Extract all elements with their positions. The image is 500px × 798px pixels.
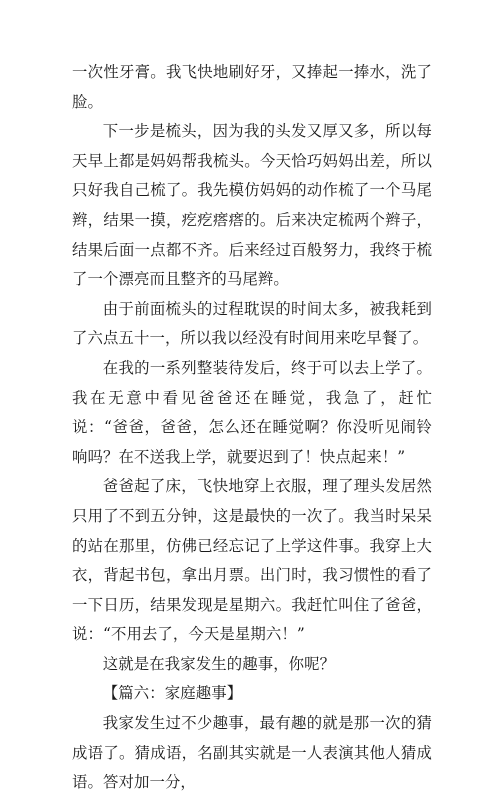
paragraph-4: 在我的一系列整装待发后，终于可以去上学了。我在无意中看见爸爸还在睡觉，我急了，赶忙说：“爸爸，爸爸，怎么还在睡觉啊？你没听见闹铃响吗？在不送我上学，就要迟到了！快点起来！” xyxy=(72,358,432,466)
paragraph-6: 这就是在我家发生的趣事，你呢？ xyxy=(102,654,336,673)
paragraph-5: 爸爸起了床，飞快地穿上衣服，理了理头发居然只用了不到五分钟，这是最快的一次了。我当时呆呆的站在那里，仿佛已经忘记了上学这件事。我穿上大衣，背起书包，拿出月票。出门时，我习惯性的看了一下日历，结果发现是星期六。我赶忙叫住了爸爸，说：“不用去了，今天是星期六！” xyxy=(72,477,432,644)
section-heading: 【篇六：家庭趣事】 xyxy=(102,684,243,703)
paragraph-1: 一次性牙膏。我飞快地刷好牙，又捧起一捧水，洗了脸。 xyxy=(72,63,432,111)
paragraph-3: 由于前面梳头的过程耽误的时间太多，被我耗到了六点五十一，所以我以经没有时间用来吃早餐了。 xyxy=(72,299,432,348)
paragraph-7: 我家发生过不少趣事，最有趣的就是那一次的猜成语了。猜成语，名副其实就是一人表演其他人猜成语。答对加一分， xyxy=(72,714,432,792)
paragraph-2: 下一步是梳头，因为我的头发又厚又多，所以每天早上都是妈妈帮我梳头。今天恰巧妈妈出差，所以只好我自己梳了。我先模仿妈妈的动作梳了一个马尾辫，结果一摸，疙疙瘩瘩的。后来决定梳两个辫子，结果后面一点都不齐。后来经过百般努力，我终于梳了一个漂亮而且整齐的马尾辫。 xyxy=(72,122,432,289)
document-body xyxy=(72,58,432,798)
